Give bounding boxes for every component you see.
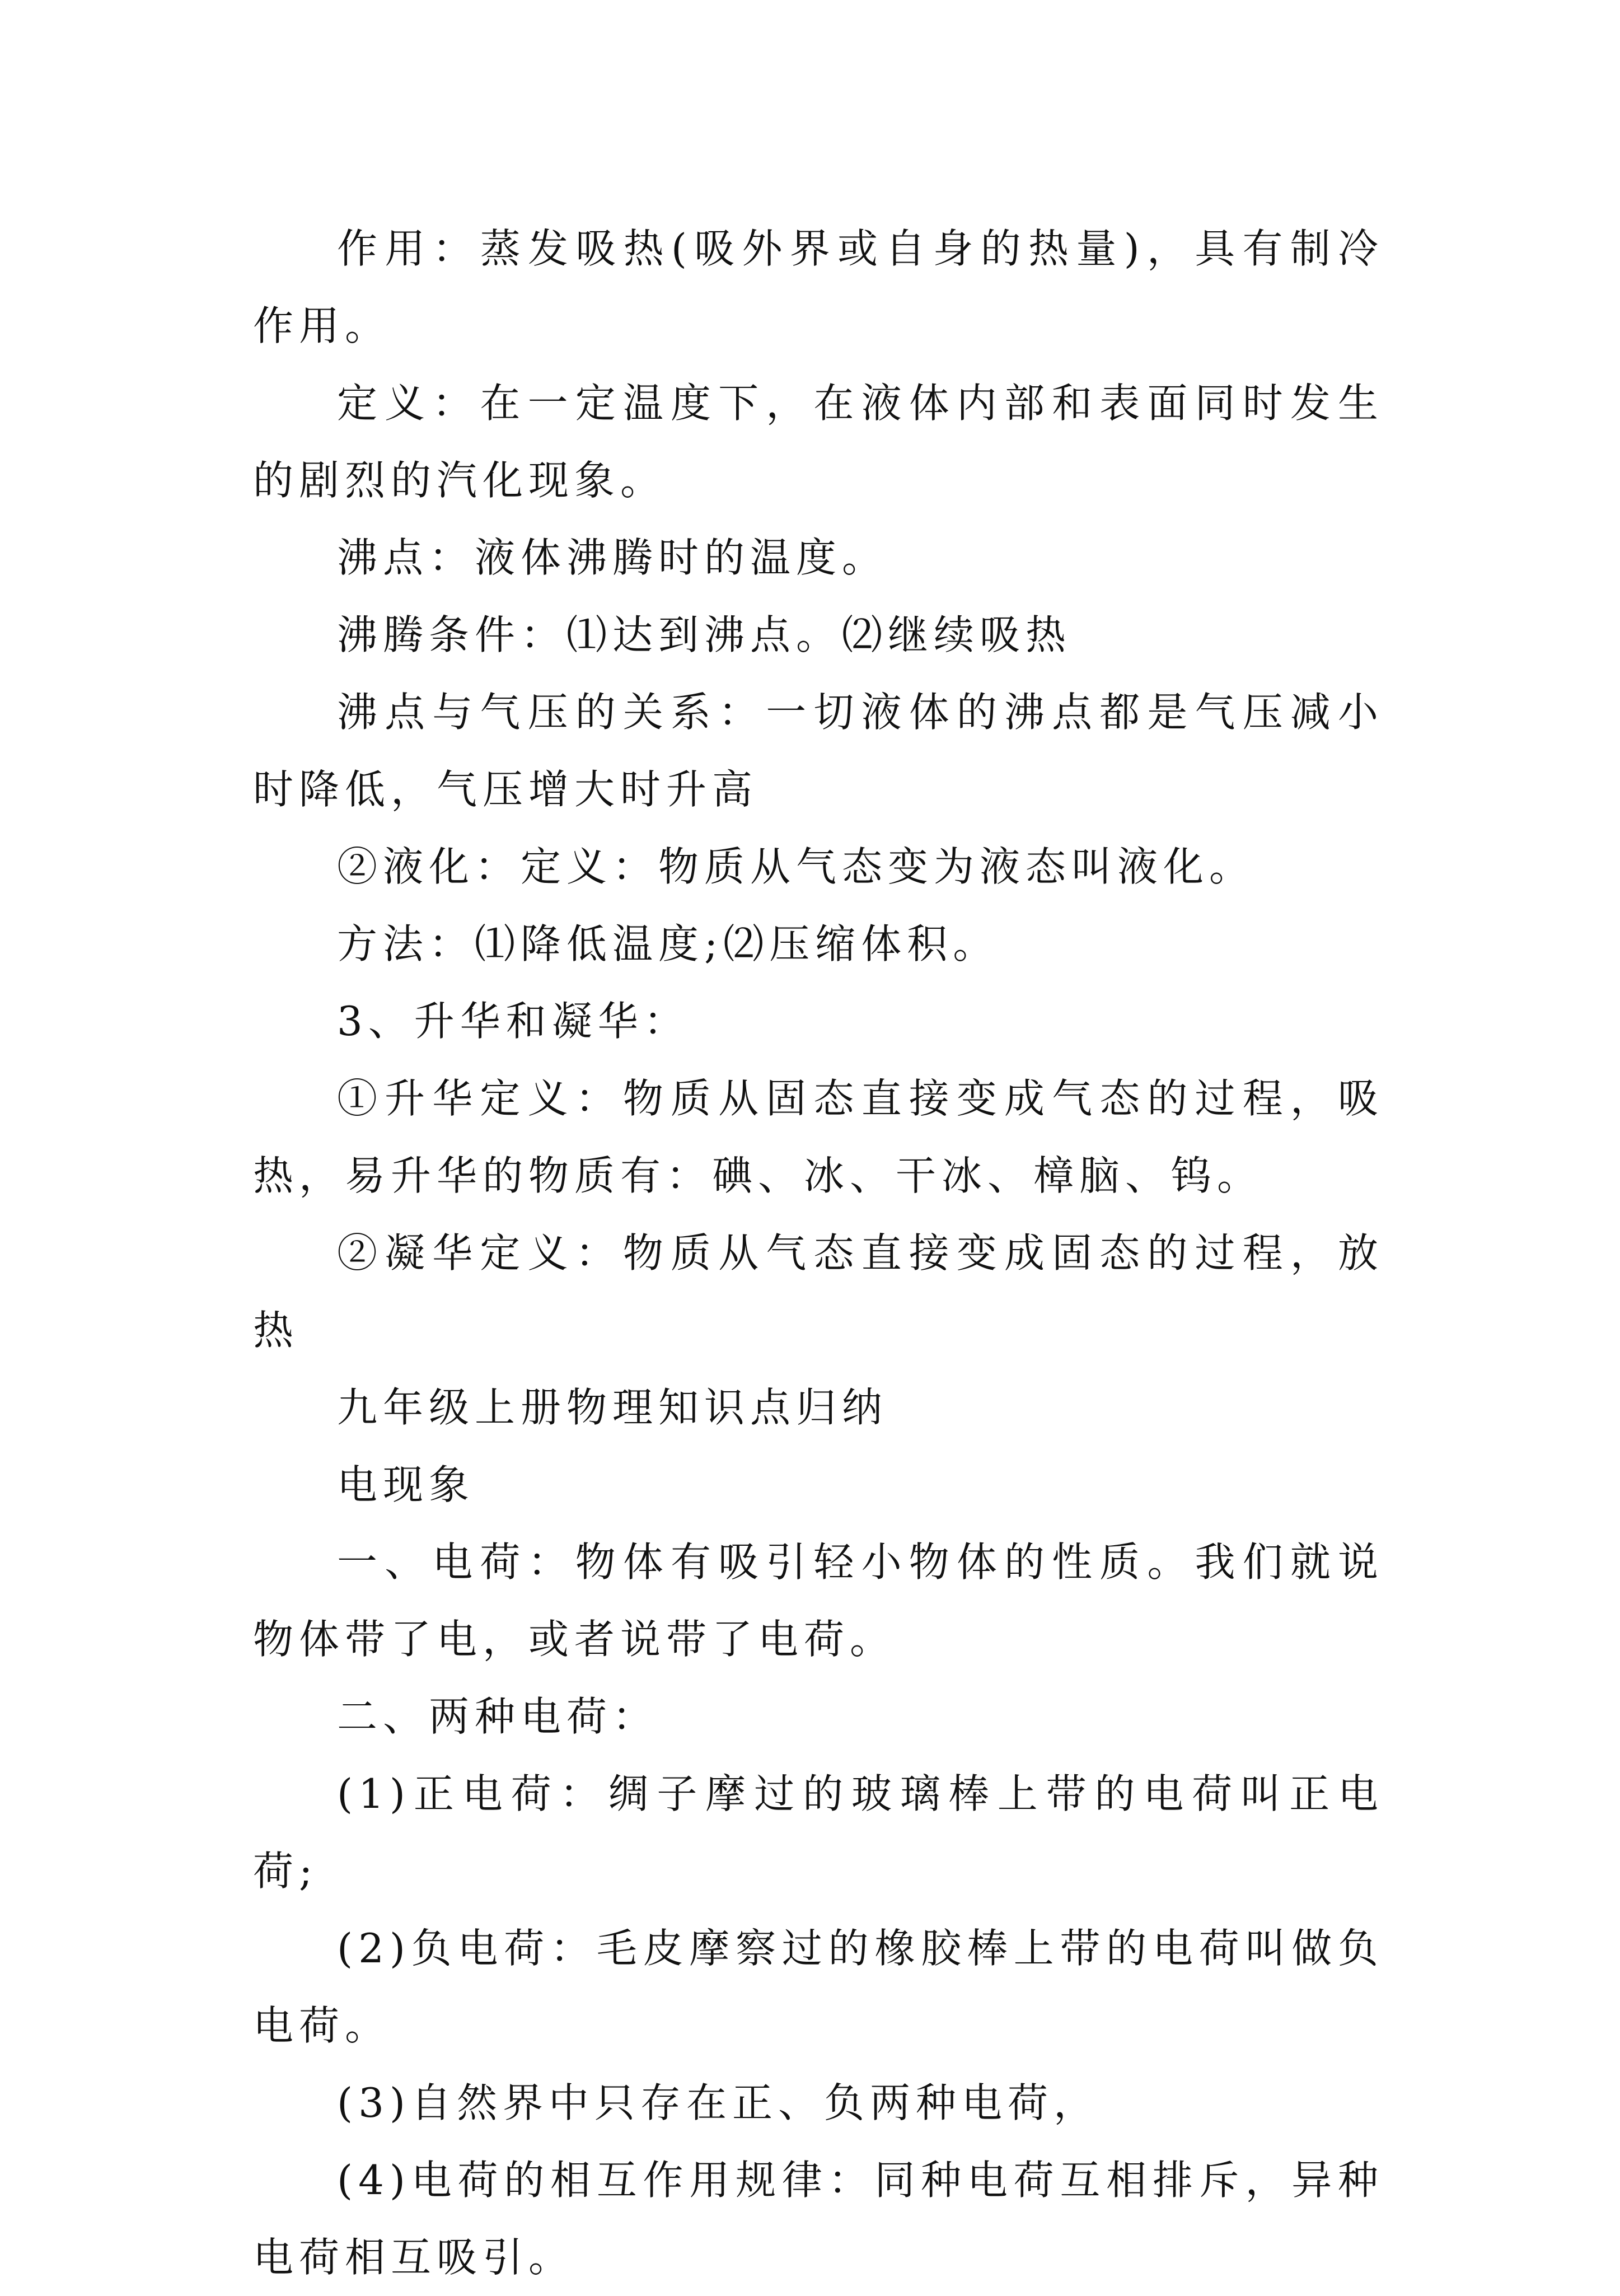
paragraph-liquefaction-definition: ②液化：定义：物质从气态变为液态叫液化。 xyxy=(337,843,1256,890)
paragraph-deposition-definition: ②凝华定义：物质从气态直接变成固态的过程，放热 xyxy=(253,1229,1384,1354)
paragraph-boiling-definition: 定义：在一定温度下，在液体内部和表面同时发生的剧烈的汽化现象。 xyxy=(253,380,1384,504)
paragraph-boiling-conditions: 沸腾条件：⑴达到沸点。⑵继续吸热 xyxy=(337,611,1072,658)
section-title: 九年级上册物理知识点归纳 xyxy=(337,1384,888,1431)
section-subtitle: 电现象 xyxy=(337,1461,475,1508)
paragraph-boiling-point: 沸点：液体沸腾时的温度。 xyxy=(337,534,888,581)
paragraph-positive-charge: (1)正电荷：绸子摩过的玻璃棒上带的电荷叫正电荷; xyxy=(253,1770,1384,1895)
paragraph-sublimation-definition: ①升华定义：物质从固态直接变成气态的过程，吸热，易升华的物质有：碘、冰、干冰、樟脑、钨。 xyxy=(253,1075,1384,1199)
paragraph-sublimation-heading: 3、升华和凝华： xyxy=(337,998,690,1045)
paragraph-liquefaction-methods: 方法：⑴降低温度;⑵压缩体积。 xyxy=(337,920,999,967)
document-body xyxy=(253,210,1384,2296)
paragraph-two-charges-nature: (3)自然界中只存在正、负两种电荷， xyxy=(337,2079,1099,2126)
paragraph-negative-charge: (2)负电荷：毛皮摩察过的橡胶棒上带的电荷叫做负电荷。 xyxy=(253,1925,1384,2049)
paragraph-evaporation-effect: 作用：蒸发吸热(吸外界或自身的热量)，具有制冷作用。 xyxy=(253,225,1384,349)
paragraph-two-charges-heading: 二、两种电荷： xyxy=(337,1693,659,1740)
paragraph-boiling-pressure: 沸点与气压的关系：一切液体的沸点都是气压减小时降低，气压增大时升高 xyxy=(253,689,1384,813)
paragraph-charge-interaction: (4)电荷的相互作用规律：同种电荷互相排斥，异种电荷相互吸引。 xyxy=(253,2157,1384,2281)
paragraph-charge-definition: 一、电荷：物体有吸引轻小物体的性质。我们就说物体带了电，或者说带了电荷。 xyxy=(253,1539,1384,1663)
